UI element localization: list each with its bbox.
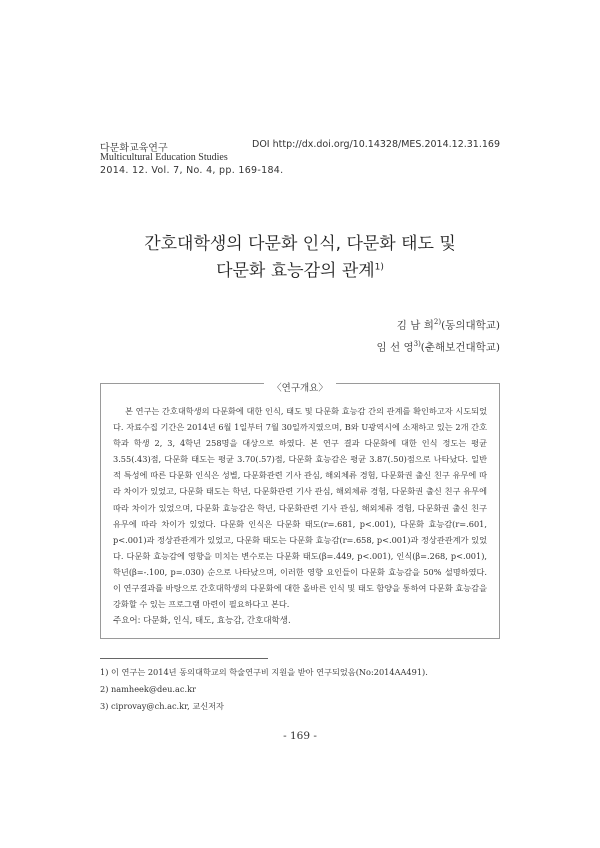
footnote-2[interactable]: 2) namheek@deu.ac.kr xyxy=(100,684,196,694)
title-line-2 xyxy=(0,256,600,281)
author-2 xyxy=(377,335,501,357)
footnote-1: 1) 이 연구는 2014년 동의대학교의 학술연구비 지원을 받아 연구되었음(No:2014AA491). xyxy=(100,667,428,677)
journal-name-korean: 다문화교육연구 xyxy=(100,143,168,154)
journal-name-english: Multicultural Education Studies xyxy=(100,152,228,163)
author-1 xyxy=(377,313,501,335)
author-list xyxy=(377,313,501,356)
page-number: - 169 - xyxy=(283,730,317,742)
abstract-heading: 〈연구개요〉 xyxy=(264,383,336,394)
title-line-2-text: 다문화 효능감의 관계 xyxy=(216,261,375,281)
title-line-1: 간호대학생의 다문화 인식, 다문화 태도 및 xyxy=(144,234,456,254)
footnote-divider xyxy=(100,658,268,659)
issue-info: 2014. 12. Vol. 7, No. 4, pp. 169-184. xyxy=(100,165,284,176)
author-1-affiliation: (동의대학교) xyxy=(441,319,500,332)
footnotes xyxy=(100,664,428,715)
author-2-affiliation: (춘해보건대학교) xyxy=(420,341,500,353)
abstract-box xyxy=(100,383,500,639)
doi-link[interactable]: DOI http://dx.doi.org/10.14328/MES.2014.12.31.169 xyxy=(252,139,500,150)
abstract-body: 본 연구는 간호대학생의 다문화에 대한 인식, 태도 및 다문화 효능감 간의 관계를 확인하고자 시도되었다. 자료수집 기간은 2014년 6월 1일부터 7월 30일까지였으며, B와 U광역시에 소재하고 있는 2개 간호학과 학생 2, 3, 4학년 258명을 대상으로 하였다. 본 연구 결과 다문화에 대한 인식 정도는 평균 3.55(.43)점, 다문화 태도는 평균 3.70(.57)점, 다문화 효능감은 평균 3.87(.50)점으로 나타났다. 일반적 특성에 따른 다문화 인식은 성별, 다문화관련 기사 관심, 해외체류 경험, 다문화권 출신 친구 유무에 따라 차이가 있었고, 다문화 태도는 학년, 다문화관련 기사 관심, 해외체류 경험, 다문화권 출신 친구 유무에 따라 차이가 있었으며, 다문화 효능감은 학년, 다문화관련 기사 관심, 해외체류 경험, 다문화권 출신 친구 유무에 따라 차이가 있었다. 다문화 인식은 다문화 태도(r=.681, p<.001), 다문화 효능감(r=.601, p<.001)과 정상관관계가 있었고, 다문화 태도는 다문화 효능감(r=.658, p<.001)과 정상관관계가 있었다. 다문화 효능감에 영향을 미치는 변수로는 다문화 태도(β=.449, p<.001), 인식(β=.268, p<.001), 학년(β=-.100, p=.030) 순으로 나타났으며, 이러한 영향 요인들이 다문화 효능감을 50% 설명하였다. 이 연구결과를 바탕으로 간호대학생의 다문화에 대한 올바른 인식 및 태도 함양을 통하여 다문화 효능감을 강화할 수 있는 프로그램 마련이 필요하다고 본다. xyxy=(113,406,487,610)
author-1-name: 김 남 희 xyxy=(396,319,434,332)
author-1-footnote-marker[interactable]: 2) xyxy=(433,318,442,326)
title-footnote-marker[interactable]: 1) xyxy=(374,262,384,273)
abstract-heading-wrap xyxy=(101,376,499,395)
author-2-name: 임 선 영 xyxy=(376,341,414,353)
author-2-footnote-marker[interactable]: 3) xyxy=(413,339,421,348)
keywords: 주요어: 다문화, 인식, 태도, 효능감, 간호대학생. xyxy=(113,616,291,626)
footnote-3[interactable]: 3) ciprovay@ch.ac.kr, 교신저자 xyxy=(100,701,224,711)
